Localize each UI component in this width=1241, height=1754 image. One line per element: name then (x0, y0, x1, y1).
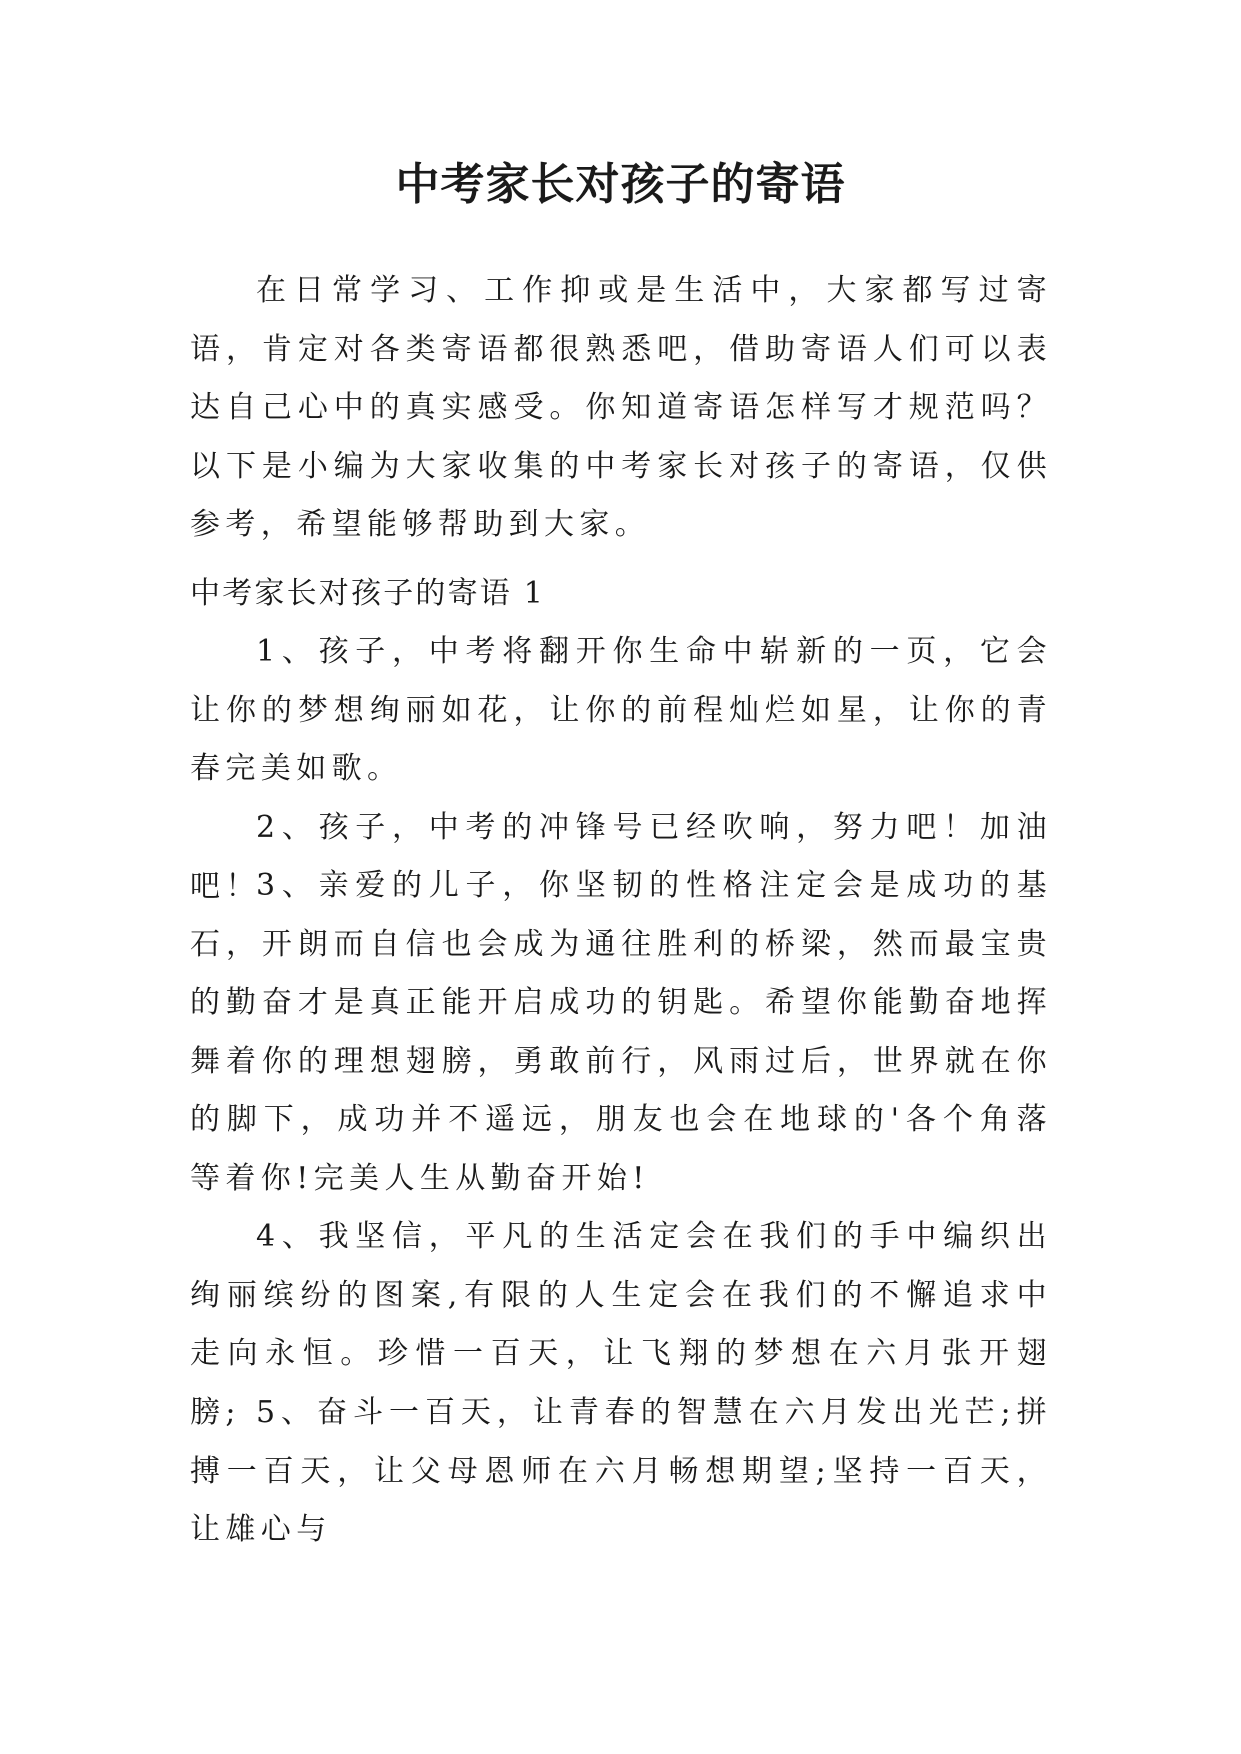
message-paragraph-5: 5、奋斗一百天，让青春的智慧在六月发出光芒;拼搏一百天，让父母恩师在六月畅想期望;坚持一百天，让雄心与 (190, 1395, 1052, 1547)
message-paragraph-1: 1、孩子，中考将翻开你生命中崭新的一页，它会让你的梦想绚丽如花，让你的前程灿烂如星，让你的青春完美如歌。 (190, 634, 1052, 786)
section-heading: 中考家长对孩子的寄语 1 (190, 576, 546, 611)
intro-paragraph: 在日常学习、工作抑或是生活中，大家都写过寄语，肯定对各类寄语都很熟悉吧，借助寄语人们可以表达自己心中的真实感受。你知道寄语怎样写才规范吗？以下是小编为大家收集的中考家长对孩子的寄语，仅供参考，希望能够帮助到大家。 (190, 273, 1052, 542)
message-paragraph-2: 2、孩子，中考的冲锋号已经吹响，努力吧！加油吧！ (190, 810, 1052, 904)
document-title: 中考家长对孩子的寄语 (395, 159, 846, 210)
message-paragraph-3: 3、亲爱的儿子，你坚韧的性格注定会是成功的基石，开朗而自信也会成为通往胜利的桥梁，然而最宝贵的勤奋才是真正能开启成功的钥匙。希望你能勤奋地挥舞着你的理想翅膀，勇敢前行，风雨过后，世界就在你的脚下，成功并不遥远，朋友也会在地球的'各个角落等着你!完美人生从勤奋开始! (190, 868, 1052, 1196)
message-paragraph-4: 4、我坚信，平凡的生活定会在我们的手中编织出绚丽缤纷的图案,有限的人生定会在我们的不懈追求中走向永恒。珍惜一百天，让飞翔的梦想在六月张开翅膀; (190, 1219, 1052, 1430)
